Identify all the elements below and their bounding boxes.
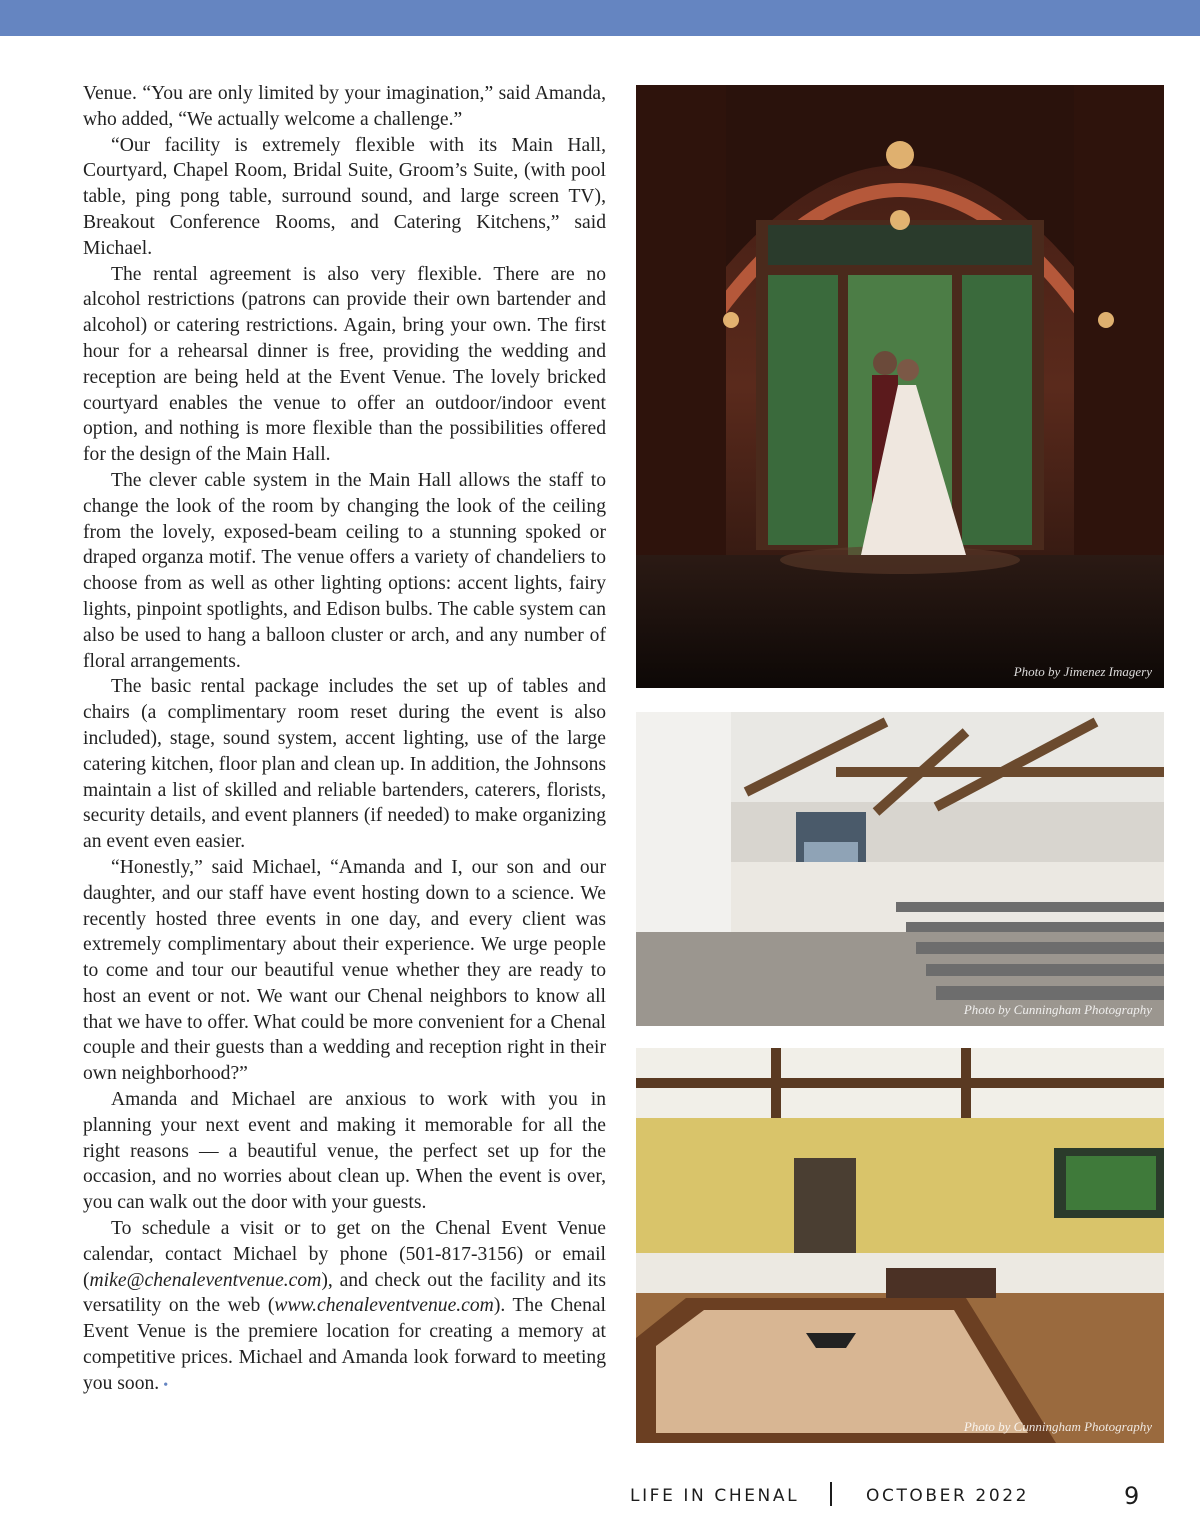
header-band — [0, 0, 1200, 36]
article-body — [83, 81, 606, 1399]
end-mark: • — [163, 1377, 169, 1393]
paragraph: Amanda and Michael are anxious to work with you in planning your next event and making it memorable for all the right reasons — a beautiful venue, the perfect set up for the occasion, and no worries about clean up. When the event is over, you can walk out the door with your guests. — [83, 1089, 606, 1214]
paragraph: The clever cable system in the Main Hall allows the staff to change the look of the room by changing the look of the ceiling from the lovely, exposed-beam ceiling to a stunning spoked or draped organza motif. The venue offers a variety of chandeliers to choose from as well as other lighting options: accent lights, fairy lights, pinpoint spotlights, and Edison bulbs. The cable system can also be used to hang a balloon cluster or arch, and any number of floral arrangements. — [83, 469, 606, 672]
paragraph: “Honestly,” said Michael, “Amanda and I, our son and our daughter, and our staff have event hosting down to a science. We recently hosted three events in one day, and every client was extremely complimentary about their experience. We urge people to come and tour our beautiful venue whether they are ready to host an event or not. We want our Chenal neighbors to know all that we have to offer. What could be more convenient for a Chenal couple and their guests than a wedding and reception right in their own neighborhood?” — [83, 856, 606, 1085]
paragraph: Venue. “You are only limited by your imagination,” said Amanda, who added, “We actually welcome a challenge.” — [83, 83, 606, 130]
email-link[interactable]: mike@chenaleventvenue.com — [89, 1269, 322, 1291]
paragraph: “Our facility is extremely flexible with its Main Hall, Courtyard, Chapel Room, Bridal Suite, Groom’s Suite, (with pool table, ping pong table, surround sound, and large screen TV), Breakout Conference Rooms, and Catering Kitchens,” said Michael. — [83, 134, 606, 259]
photo-wedding-couple — [636, 85, 1164, 688]
photo-chapel-room — [636, 712, 1164, 1026]
website-link[interactable]: www.chenaleventvenue.com — [274, 1295, 494, 1317]
issue-date: OCTOBER 2022 — [866, 1486, 1030, 1506]
publication-name: LIFE IN CHENAL — [630, 1486, 800, 1506]
closing-text-1: To schedule a visit or to get on the Chenal Event Venue calendar, contact Michael by phone (501-817-3156) or email ( — [83, 1218, 606, 1291]
photo-credit: Photo by Jimenez Imagery — [1013, 664, 1152, 679]
photo-credit: Photo by Cunningham Photography — [963, 1002, 1152, 1017]
closing-paragraph — [83, 1216, 606, 1399]
paragraph: The basic rental package includes the set up of tables and chairs (a complimentary room reset during the event is also included), stage, sound system, accent lighting, use of the large catering kitchen, floor plan and clean up. In addition, the Johnsons maintain a list of skilled and reliable bartenders, caterers, florists, security details, and event planners (if needed) to make organizing an event even easier. — [83, 676, 606, 853]
photo-credit: Photo by Cunningham Photography — [963, 1419, 1152, 1434]
paragraph: The rental agreement is also very flexible. There are no alcohol restrictions (patrons can provide their own bartender and alcohol) or catering restrictions. Again, bring your own. The first hour for a rehearsal dinner is free, providing the wedding and reception are being held at the Event Venue. The lovely bricked courtyard enables the venue to offer an outdoor/indoor event option, and nothing is more flexible than the possibilities offered for the design of the Main Hall. — [83, 263, 606, 466]
photo-grooms-suite — [636, 1048, 1164, 1443]
closing-text-3: ). The Chenal Event Venue is the premiere location for creating a memory at competitive prices. Michael and Amanda look forward to meeting you soon. — [83, 1295, 606, 1394]
page-footer — [630, 1484, 1150, 1510]
closing-text-2: ), and check out the facility and its versatility on the web ( — [83, 1269, 606, 1317]
footer-divider — [830, 1482, 832, 1506]
page-number: 9 — [1124, 1482, 1140, 1510]
